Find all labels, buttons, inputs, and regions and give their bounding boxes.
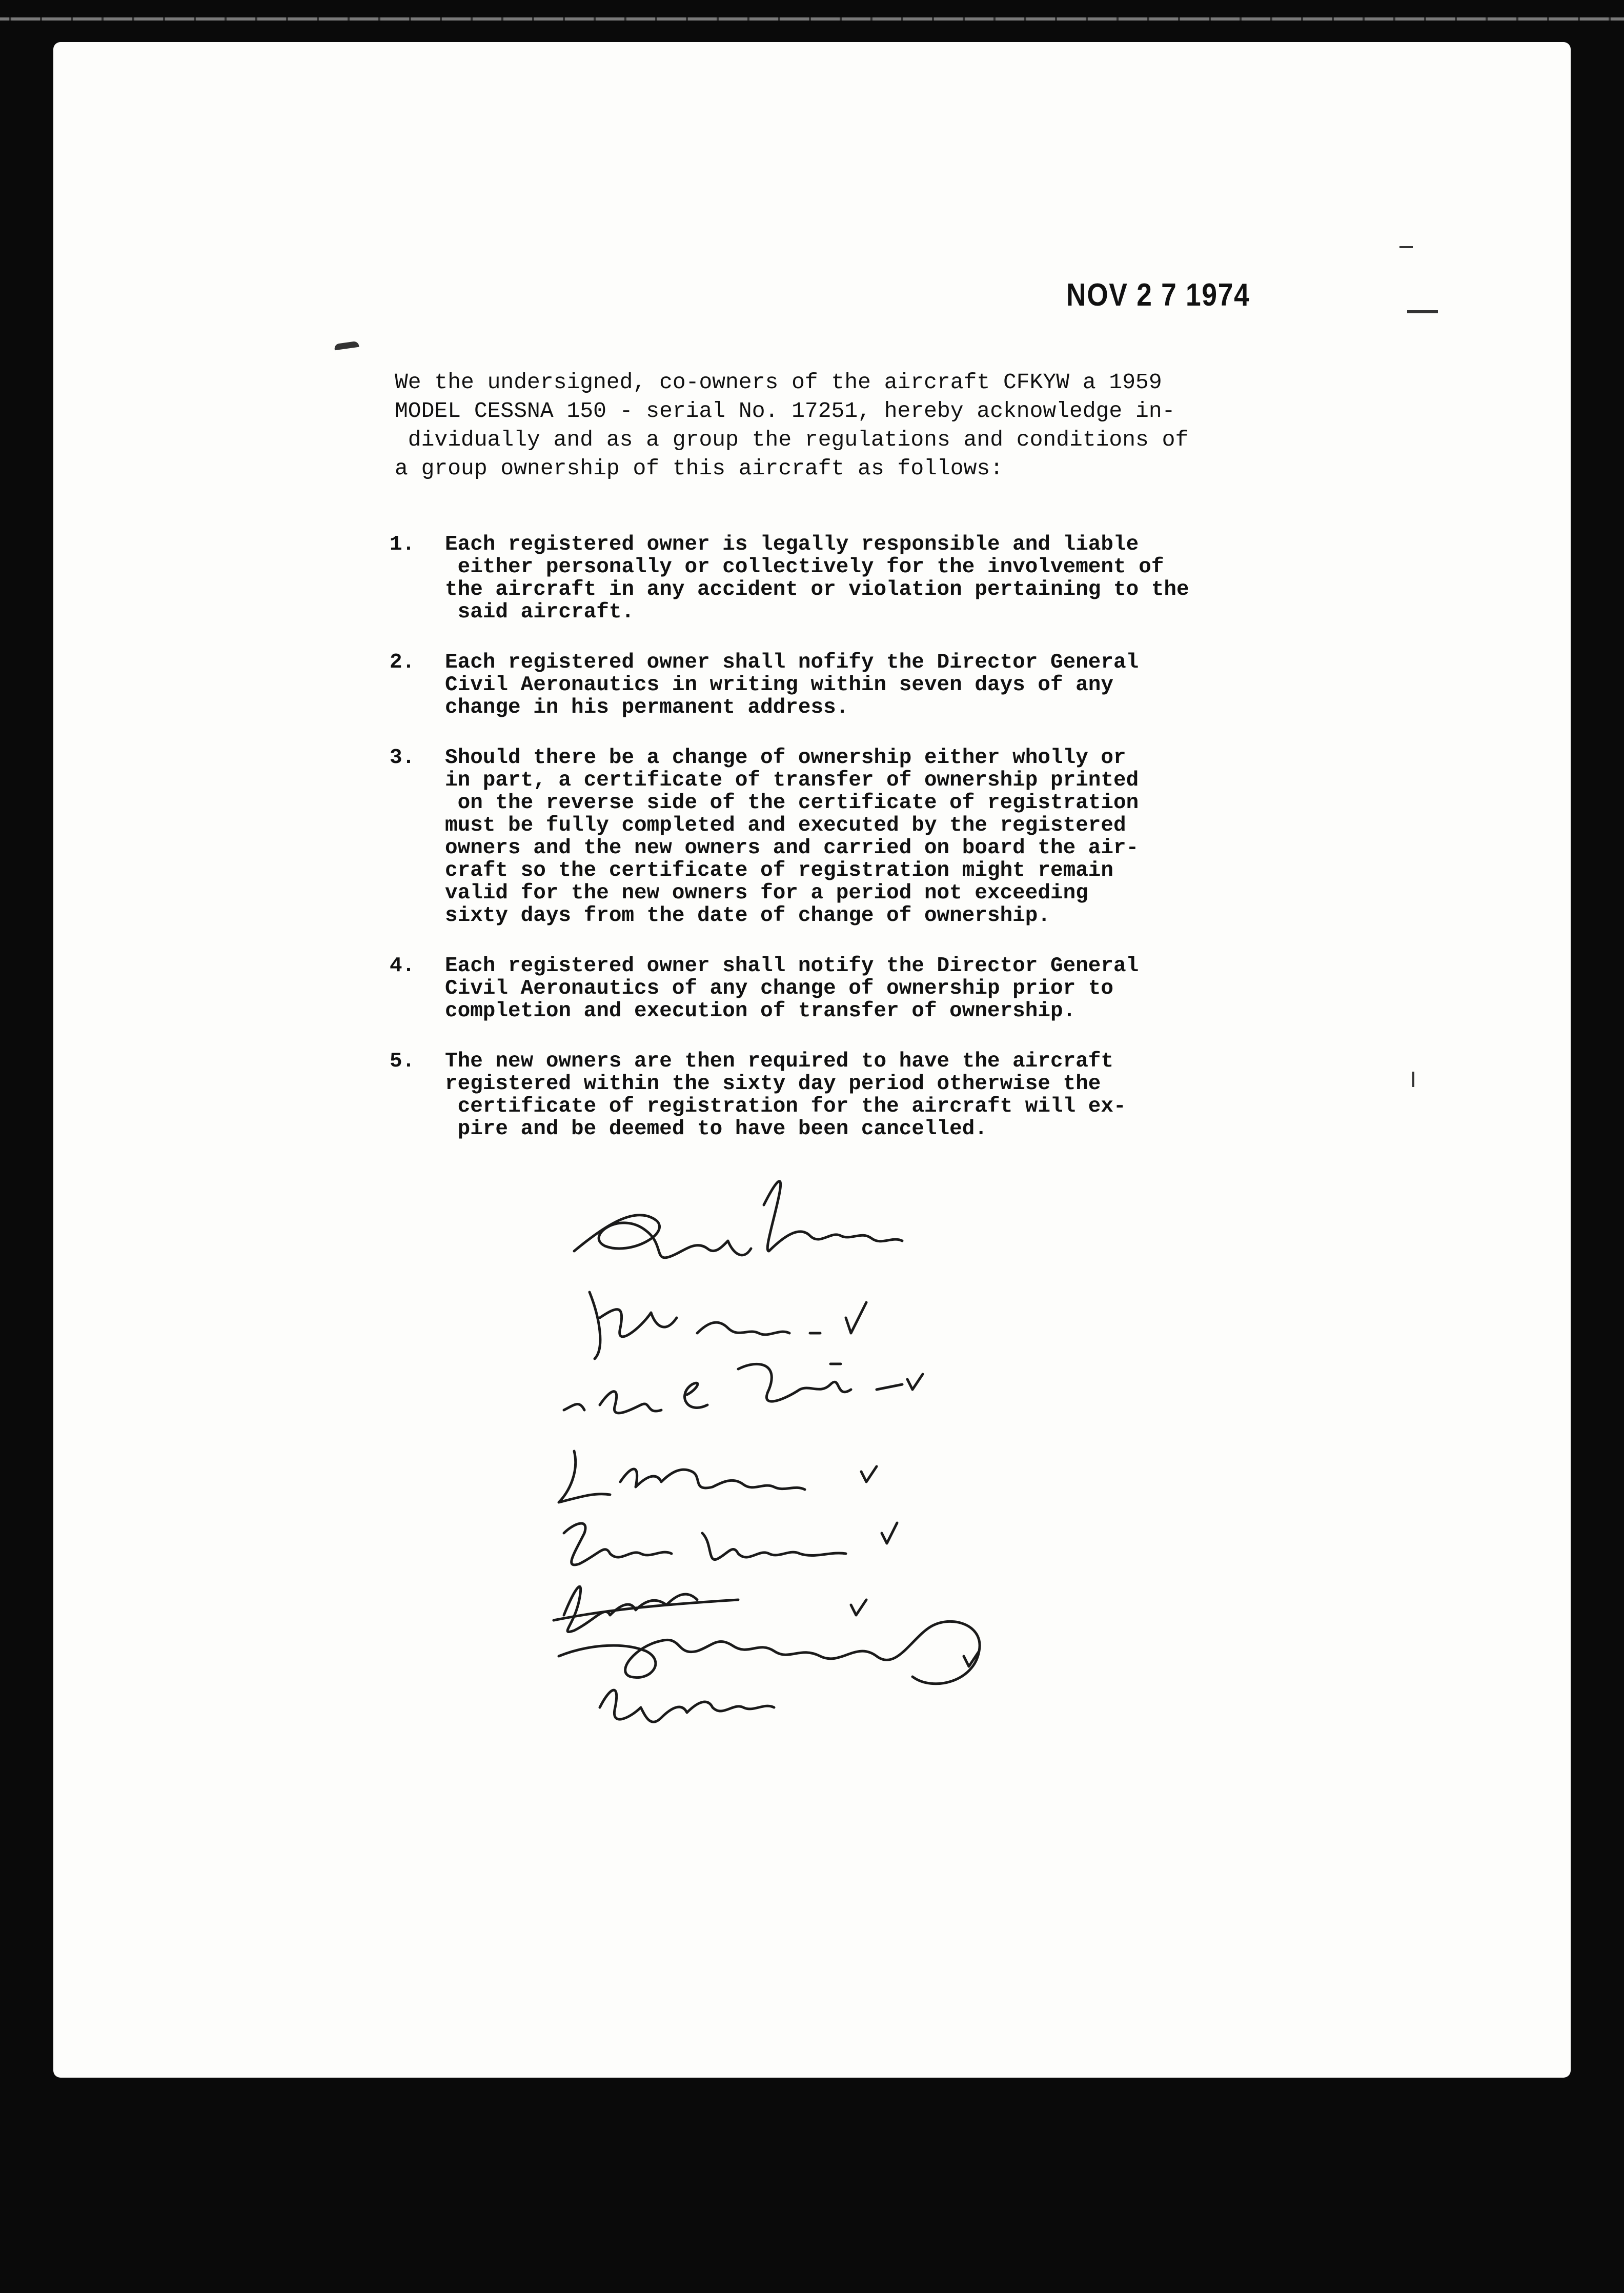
- scan-edge-mark: [1407, 310, 1438, 313]
- date-stamp: NOV 2 7 1974: [1066, 277, 1250, 313]
- clause-text: Should there be a change of ownership either wholly or in part, a certificate of transfer of ownership printed on the reverse side of the certificate of registration must be fully completed and executed by the registered owners and the new owners and carried on board the air- craft so the certificate of registration might remain valid for the new owners for a period not exceeding sixty days from the date of change of ownership.: [445, 746, 1139, 928]
- signature-block: [543, 1164, 1189, 1748]
- clause-text: Each registered owner is legally responsible and liable either personally or collectively for the involvement of the aircraft in any accident or violation pertaining to the said aircraft.: [445, 533, 1189, 624]
- clause-list: [390, 533, 1220, 1168]
- clause-item: [390, 1050, 1220, 1140]
- signature-2: [590, 1292, 866, 1359]
- clause-text: The new owners are then required to have the aircraft registered within the sixty day period otherwise the certificate of registration for the aircraft will ex- pire and be deemed to have been cancelled.: [445, 1050, 1126, 1141]
- signature-6: [554, 1586, 866, 1632]
- signature-1: [574, 1215, 751, 1258]
- clause-item: [390, 955, 1220, 1022]
- signature-3: [564, 1364, 923, 1413]
- clause-text: Each registered owner shall nofify the Director General Civil Aeronautics in writing within seven days of any change in his permanent address.: [445, 651, 1139, 719]
- signature-4: [559, 1451, 877, 1502]
- scan-edge-mark: [1399, 246, 1413, 248]
- signature-5: [564, 1523, 897, 1565]
- clause-number: 3.: [390, 746, 415, 770]
- clause-text: Each registered owner shall notify the Director General Civil Aeronautics of any change of ownership prior to completion and execution of transfer of ownership.: [445, 954, 1139, 1023]
- clause-item: [390, 651, 1220, 719]
- clause-number: 2.: [390, 651, 415, 674]
- clause-item: [390, 747, 1220, 927]
- clause-item: [390, 533, 1220, 623]
- signature-1: [764, 1181, 902, 1251]
- scan-edge-mark: [1412, 1072, 1414, 1087]
- clause-number: 4.: [390, 954, 415, 978]
- intro-paragraph: We the undersigned, co-owners of the aircraft CFKYW a 1959 MODEL CESSNA 150 - serial No. 17251, hereby acknowledge in- dividually and as a group the regulations and conditions of a group ownership of this aircraft as follows:: [395, 370, 1189, 481]
- scan-top-rule: [0, 17, 1624, 21]
- handwritten-signatures: [543, 1164, 1189, 1748]
- signature-7: [559, 1621, 980, 1683]
- signature-8: [600, 1690, 774, 1722]
- clause-number: 5.: [390, 1050, 415, 1073]
- clause-number: 1.: [390, 533, 415, 556]
